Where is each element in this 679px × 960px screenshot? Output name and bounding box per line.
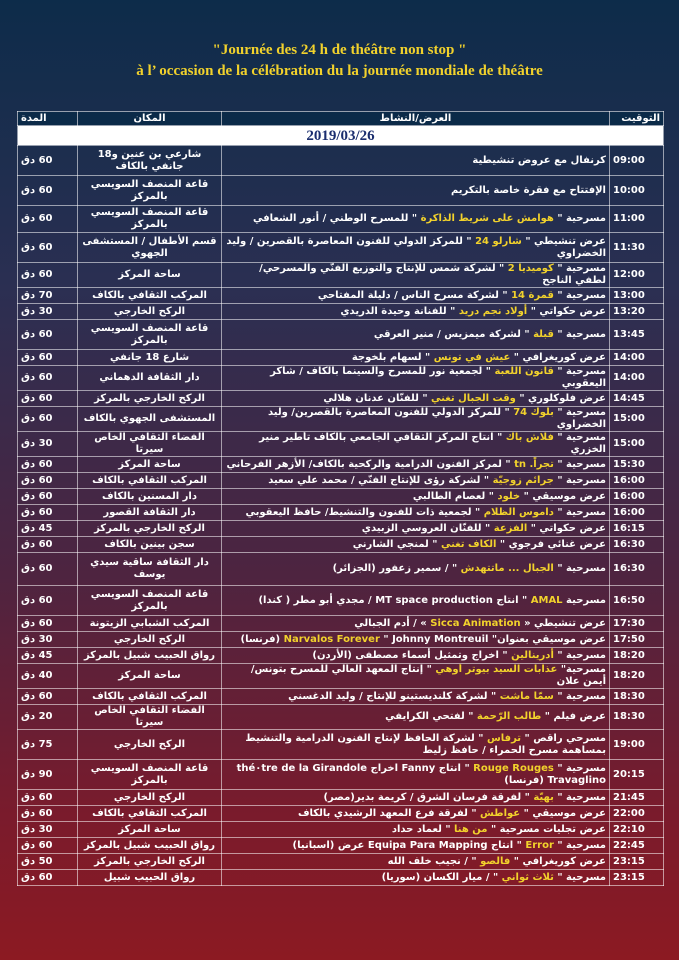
row-duration: 60 دق <box>18 233 78 263</box>
row-duration: 70 دق <box>18 288 78 304</box>
activity-title: Narvalos Forever <box>283 633 380 645</box>
table-row <box>18 350 664 366</box>
row-activity <box>222 854 610 870</box>
activity-text: عرض حكواتي " <box>527 305 606 317</box>
row-time: 23:15 <box>610 870 664 886</box>
activity-title: ترفاس <box>486 732 522 744</box>
row-activity <box>222 288 610 304</box>
activity-text: " لسهام بلخوجة <box>351 351 434 363</box>
row-activity <box>222 233 610 263</box>
row-time: 18:20 <box>610 664 664 689</box>
row-time: 17:50 <box>610 632 664 648</box>
row-activity <box>222 838 610 854</box>
row-activity <box>222 473 610 489</box>
row-activity <box>222 350 610 366</box>
activity-text: " انتاج Equipa Para Mapping عرض (اسبانيا) <box>292 839 526 851</box>
row-place: شارع 18 جانفي <box>78 350 222 366</box>
table-row <box>18 838 664 854</box>
row-duration: 30 دق <box>18 822 78 838</box>
row-duration: 30 دق <box>18 632 78 648</box>
activity-text: " للفنانة وحيدة الدريدي <box>340 305 459 317</box>
header-duration: المدة <box>18 112 78 126</box>
activity-title: أولاد نجم دريد <box>458 305 528 317</box>
header-time: التوقيت <box>610 112 664 126</box>
row-place: ساحة المركز <box>78 664 222 689</box>
activity-text: " اخراج وتمثيل أسماء مصطفى (الأردن) <box>312 649 512 661</box>
activity-text: عرض تنشيطي « <box>520 617 606 629</box>
activity-text: مسرحية " <box>553 839 606 851</box>
row-duration: 50 دق <box>18 854 78 870</box>
row-activity <box>222 730 610 760</box>
activity-text: مسرحية " <box>553 871 606 883</box>
activity-title: Rouge Rouges <box>473 762 554 774</box>
table-row <box>18 457 664 473</box>
header-activity: العرض/النشاط <box>222 112 610 126</box>
activity-text: عرض حكواتي " <box>527 522 606 534</box>
row-duration: 60 دق <box>18 790 78 806</box>
row-place: ساحة المركز <box>78 457 222 473</box>
row-duration: 60 دق <box>18 586 78 616</box>
activity-title: قانون اللعبة <box>494 366 554 377</box>
activity-text: " لمركز الفنون الدرامية والركحية بالكاف/ الأزهر الفرحاني <box>226 458 515 470</box>
table-row <box>18 854 664 870</box>
table-row <box>18 176 664 206</box>
row-place: الركح الخارجي بالمركز <box>78 521 222 537</box>
row-activity <box>222 689 610 705</box>
row-duration: 30 دق <box>18 304 78 320</box>
activity-title: هوامش على شريط الذاكرة <box>420 213 554 224</box>
activity-title: بلوك 74 <box>513 407 554 418</box>
activity-title: خلود <box>497 490 521 502</box>
row-time: 09:00 <box>610 146 664 176</box>
row-activity <box>222 586 610 616</box>
activity-title: فلاش باك <box>505 432 554 443</box>
row-time: 18:30 <box>610 689 664 705</box>
row-duration: 60 دق <box>18 473 78 489</box>
table-row <box>18 233 664 263</box>
activity-text: عرض فيلم " <box>541 711 606 722</box>
row-place: دار الثقافة ساقية سيدي يوسف <box>78 553 222 586</box>
row-activity <box>222 632 610 648</box>
activity-text: " لعصام الطالبي <box>412 490 498 502</box>
row-activity <box>222 320 610 350</box>
row-time: 15:30 <box>610 457 664 473</box>
row-activity <box>222 760 610 790</box>
activity-text: " إنتاج المعهد العالي للمسرح بتونس/ أيمن علان <box>250 664 606 687</box>
activity-text: " لشركة مسرح الناس / دليلة المفتاحي <box>317 289 512 301</box>
activity-text: " لجمعية نور للمسرح والسينما بالكاف / شاكر اليعقوبي <box>270 366 606 389</box>
row-place: دار الثقافة القصور <box>78 505 222 521</box>
row-place: قاعة المنصف السويسي بالمركز <box>78 320 222 350</box>
row-time: 16:00 <box>610 489 664 505</box>
activity-title: أدرينالين <box>511 649 554 661</box>
row-duration: 45 دق <box>18 521 78 537</box>
row-activity <box>222 457 610 473</box>
row-place: قسم الأطفال / المستشفى الجهوي <box>78 233 222 263</box>
row-place: الركح الخارجي <box>78 790 222 806</box>
table-row <box>18 632 664 648</box>
row-activity <box>222 870 610 886</box>
table-row <box>18 537 664 553</box>
activity-text: عرض كوريغرافي " <box>510 855 606 867</box>
row-time: 17:30 <box>610 616 664 632</box>
activity-text: " انتاج Fanny اخراج thé٠tre de la Girandole Travaglino (فرنسا) <box>236 762 606 786</box>
activity-text: مسرحية " <box>553 474 606 486</box>
row-time: 22:45 <box>610 838 664 854</box>
table-row <box>18 553 664 586</box>
row-duration: 60 دق <box>18 391 78 407</box>
row-activity <box>222 206 610 233</box>
activity-text: عرض تجليات مسرحية " <box>487 823 606 835</box>
row-duration: 60 دق <box>18 206 78 233</box>
activity-title: سمّا ماشت <box>499 690 554 702</box>
row-time: 11:00 <box>610 206 664 233</box>
row-activity <box>222 664 610 689</box>
activity-text: " للمركز الدولي للفنون المعاصرة بالقصرين / وليد الخضراوي <box>226 235 606 259</box>
title-line-2: à l’ occasion de la célébration du la journée mondiale de théâtre <box>136 63 543 79</box>
row-activity <box>222 648 610 664</box>
row-activity <box>222 505 610 521</box>
activity-text: مسرحية " <box>553 213 606 224</box>
row-activity <box>222 537 610 553</box>
row-time: 21:45 <box>610 790 664 806</box>
activity-text: مسرحية " <box>553 649 606 661</box>
row-activity <box>222 146 610 176</box>
row-time: 14:00 <box>610 366 664 391</box>
row-duration: 75 دق <box>18 730 78 760</box>
row-duration: 60 دق <box>18 176 78 206</box>
row-duration: 90 دق <box>18 760 78 790</box>
activity-text: عرض موسيقي " <box>520 490 606 502</box>
activity-title: بهيّة <box>533 791 554 803</box>
activity-title: فالصو <box>480 855 511 867</box>
row-place: رواق الحبيب شبيل بالمركز <box>78 838 222 854</box>
row-place: دار المسنين بالكاف <box>78 489 222 505</box>
row-place: قاعة المنصف السويسي بالمركز <box>78 760 222 790</box>
row-time: 10:00 <box>610 176 664 206</box>
activity-title: الكاف تغني <box>440 538 497 550</box>
date-label: 2019/03/26 <box>18 126 664 146</box>
table-row <box>18 320 664 350</box>
row-place: قاعة المنصف السويسي بالمركز <box>78 586 222 616</box>
row-time: 16:00 <box>610 473 664 489</box>
activity-text: مسرحية " <box>553 506 606 518</box>
activity-title: تجراً. tn <box>514 458 554 470</box>
row-time: 12:00 <box>610 263 664 288</box>
table-row <box>18 473 664 489</box>
activity-text: عرض تنشيطي " <box>521 235 606 247</box>
activity-text: " انتاج المركز الثقافي الجامعي بالكاف تأطير منير الخزري <box>259 432 606 455</box>
table-row <box>18 366 664 391</box>
activity-text: " لشركة شمس للإنتاج والتوزيع الفنّي والمسرحي/ لطفي الناجح <box>259 263 606 286</box>
row-duration: 60 دق <box>18 806 78 822</box>
activity-text: " لشركة الحافظ لإنتاج الفنون الدرامية والتنشيط بمساهمة مسرح الحمراء / حافظ زليط <box>245 732 606 756</box>
row-place: الركح الخارجي <box>78 730 222 760</box>
row-place: شارعي بن عنين و18 جانفي بالكاف <box>78 146 222 176</box>
activity-text: " لفرقة فرع المعهد الرشيدي بالكاف <box>297 807 481 819</box>
row-place: الركح الخارجي <box>78 632 222 648</box>
row-time: 22:00 <box>610 806 664 822</box>
row-place: المركب الثقافي بالكاف <box>78 806 222 822</box>
row-time: 16:00 <box>610 505 664 521</box>
row-activity <box>222 521 610 537</box>
activity-title: Sicca Animation <box>430 617 521 629</box>
row-place: دار الثقافة الدهماني <box>78 366 222 391</box>
table-row <box>18 806 664 822</box>
row-duration: 30 دق <box>18 432 78 457</box>
row-activity <box>222 432 610 457</box>
row-duration: 40 دق <box>18 664 78 689</box>
row-place: قاعة المنصف السويسي بالمركز <box>78 176 222 206</box>
row-time: 22:10 <box>610 822 664 838</box>
table-row <box>18 760 664 790</box>
row-time: 23:15 <box>610 854 664 870</box>
table-row <box>18 616 664 632</box>
activity-title: من هنا <box>454 823 488 835</box>
table-row <box>18 822 664 838</box>
row-place: ساحة المركز <box>78 263 222 288</box>
row-duration: 60 دق <box>18 537 78 553</box>
activity-text: عرض كوريغرافي " <box>510 351 606 363</box>
row-place: الركح الخارجي بالمركز <box>78 391 222 407</box>
activity-text: مسرحية " <box>553 263 606 274</box>
activity-text: " لجمعية ذات للفنون والتنشيط/ حافظ اليعقوبي <box>245 506 484 518</box>
row-time: 15:00 <box>610 432 664 457</box>
activity-title: قمرة 14 <box>511 289 554 301</box>
activity-text: مسرحية " <box>553 432 606 443</box>
table-row <box>18 705 664 730</box>
table-row <box>18 146 664 176</box>
row-activity <box>222 705 610 730</box>
row-activity <box>222 790 610 806</box>
activity-title: الفزعة <box>493 522 528 534</box>
table-row <box>18 263 664 288</box>
row-activity <box>222 553 610 586</box>
activity-title: عواطش <box>480 807 521 819</box>
row-time: 16:30 <box>610 537 664 553</box>
row-activity <box>222 263 610 288</box>
activity-title: عيش في تونس <box>433 351 511 363</box>
activity-text: مسرحية " <box>553 791 606 803</box>
activity-text: " انتاج MT space production / مجدي أبو مطر ( كندا) <box>258 594 531 606</box>
activity-text: مسرحية " <box>553 366 606 377</box>
activity-title: Error <box>525 839 554 851</box>
activity-title: جرائم زوجيّة <box>492 474 554 486</box>
row-place: رواق الحبيب شبيل <box>78 870 222 886</box>
row-duration: 60 دق <box>18 320 78 350</box>
activity-text: عرض غنائي فرجوي " <box>496 538 606 550</box>
activity-text: مسرحية" <box>557 664 606 675</box>
row-duration: 60 دق <box>18 350 78 366</box>
activity-text: عرض فلوكلوري " <box>515 392 606 404</box>
row-activity <box>222 407 610 432</box>
row-time: 18:30 <box>610 705 664 730</box>
row-activity <box>222 304 610 320</box>
activity-title: ثلاث ثواني <box>501 871 554 883</box>
row-duration: 60 دق <box>18 616 78 632</box>
activity-text: مسرحية " <box>553 762 606 774</box>
row-activity <box>222 391 610 407</box>
title-line-1: "Journée des 24 h de théâtre non stop " <box>212 42 467 58</box>
row-time: 15:00 <box>610 407 664 432</box>
date-row <box>18 126 664 146</box>
table-row <box>18 391 664 407</box>
row-place: المركب الشبابي الزيتونة <box>78 616 222 632</box>
activity-text: " لفتحي الكرايفي <box>385 711 477 722</box>
activity-title: داموس الظلام <box>483 506 554 518</box>
table-row <box>18 648 664 664</box>
row-time: 16:30 <box>610 553 664 586</box>
row-place: سجن بينين بالكاف <box>78 537 222 553</box>
activity-text: مسرحية " <box>553 690 606 702</box>
activity-text: مسرحية " <box>553 328 606 340</box>
activity-text: مسرحية " <box>553 563 606 574</box>
activity-text: " للمركز الدولي للفنون المعاصرة بالقصرين/ وليد الخضراوي <box>267 407 606 430</box>
row-time: 13:00 <box>610 288 664 304</box>
row-duration: 60 دق <box>18 689 78 705</box>
row-duration: 20 دق <box>18 705 78 730</box>
activity-title: الجبال ... ماتتهدش <box>460 563 554 574</box>
row-activity <box>222 366 610 391</box>
table-row <box>18 870 664 886</box>
header-place: المكان <box>78 112 222 126</box>
activity-title: قبلة <box>533 328 554 340</box>
row-activity <box>222 489 610 505</box>
activity-text: مسرحية " <box>553 458 606 470</box>
row-duration: 60 دق <box>18 505 78 521</box>
table-row <box>18 586 664 616</box>
activity-text: مسرحية " <box>553 289 606 301</box>
table-row <box>18 505 664 521</box>
row-place: قاعة المنصف السويسي بالمركز <box>78 206 222 233</box>
row-time: 18:20 <box>610 648 664 664</box>
activity-text: " لمنجي الشارني <box>352 538 441 550</box>
activity-text: عرض موسيقي " <box>520 807 606 819</box>
table-row <box>18 730 664 760</box>
row-place: الركح الخارجي بالمركز <box>78 854 222 870</box>
row-duration: 60 دق <box>18 263 78 288</box>
row-time: 19:00 <box>610 730 664 760</box>
activity-text: " Johnny Montreuil (فرنسا) <box>240 633 489 645</box>
activity-text: " للفنّان عدنان هلالي <box>323 392 432 404</box>
activity-title: عذابات السيد بيوتر أوهي <box>435 664 558 675</box>
row-place: المركب الثقافي بالكاف <box>78 689 222 705</box>
activity-text: " لشركة رؤى للإنتاج الفنّي / محمد علي سعيد <box>268 474 493 486</box>
row-place: الركح الخارجي <box>78 304 222 320</box>
activity-text: " لشركة كلنديستينو للإنتاج / وليد الدغسني <box>288 690 500 702</box>
activity-text: " لعماد حداد <box>391 823 455 835</box>
activity-text: " لفرقة فرسان الشرق / كريمة بدير(مصر) <box>323 791 534 803</box>
row-duration: 60 دق <box>18 870 78 886</box>
activity-text: » / أدم الجبالي <box>354 617 431 629</box>
activity-text: " / ميار الكسان (سوريا) <box>381 871 502 883</box>
row-time: 13:20 <box>610 304 664 320</box>
table-row <box>18 489 664 505</box>
row-time: 14:45 <box>610 391 664 407</box>
row-time: 14:00 <box>610 350 664 366</box>
activity-title: شارلو 24 <box>475 235 522 247</box>
table-row <box>18 689 664 705</box>
row-duration: 60 دق <box>18 407 78 432</box>
activity-text: " لشركة ميمزيس / منير العرقي <box>373 328 534 340</box>
row-duration: 60 دق <box>18 146 78 176</box>
table-row <box>18 521 664 537</box>
row-time: 13:45 <box>610 320 664 350</box>
table-row <box>18 407 664 432</box>
row-duration: 60 دق <box>18 457 78 473</box>
header-row <box>18 112 664 126</box>
table-row <box>18 206 664 233</box>
activity-text: مسرحية " <box>553 407 606 418</box>
row-time: 16:15 <box>610 521 664 537</box>
table-row <box>18 432 664 457</box>
row-place: ساحة المركز <box>78 822 222 838</box>
row-activity <box>222 822 610 838</box>
row-place: الفضاء الثقافي الخاص سيرتا <box>78 432 222 457</box>
row-place: المستشفى الجهوي بالكاف <box>78 407 222 432</box>
activity-text: " للمسرح الوطني / أنور الشعافي <box>252 213 421 224</box>
row-duration: 45 دق <box>18 648 78 664</box>
row-duration: 60 دق <box>18 366 78 391</box>
row-time: 11:30 <box>610 233 664 263</box>
activity-text: " / سمير زعفور (الجزائر) <box>332 563 461 574</box>
row-place: المركب الثقافي بالكاف <box>78 473 222 489</box>
activity-text: " / نجيب خلف الله <box>387 855 481 867</box>
row-activity <box>222 806 610 822</box>
row-duration: 60 دق <box>18 838 78 854</box>
activity-text: مسرحية <box>562 594 606 606</box>
activity-text: الإفتتاح مع فقرة خاصة بالتكريم <box>450 184 606 196</box>
row-time: 20:15 <box>610 760 664 790</box>
activity-title: كوميديا 2 <box>507 263 554 274</box>
activity-text: مسرحي راقص " <box>521 732 606 744</box>
table-row <box>18 288 664 304</box>
activity-title: وقت الجبال تغني <box>431 392 516 404</box>
row-place: رواق الحبيب شبيل بالمركز <box>78 648 222 664</box>
activity-text: عرض موسيقي بعنوان" <box>488 633 606 645</box>
row-duration: 60 دق <box>18 489 78 505</box>
table-row <box>18 304 664 320</box>
activity-title: AMAL <box>530 594 563 606</box>
row-time: 16:50 <box>610 586 664 616</box>
table-row <box>18 664 664 689</box>
activity-title: طالب الرّحمة <box>476 711 542 722</box>
schedule-table <box>17 111 664 886</box>
row-duration: 60 دق <box>18 553 78 586</box>
row-activity <box>222 616 610 632</box>
table-row <box>18 790 664 806</box>
activity-text: " للفنّان العروسي الزبيدي <box>361 522 494 534</box>
row-place: المركب الثقافي بالكاف <box>78 288 222 304</box>
row-activity <box>222 176 610 206</box>
row-place: الفضاء الثقافي الخاص سيرتا <box>78 705 222 730</box>
activity-text: كرنفال مع عروض تنشيطية <box>472 154 606 166</box>
